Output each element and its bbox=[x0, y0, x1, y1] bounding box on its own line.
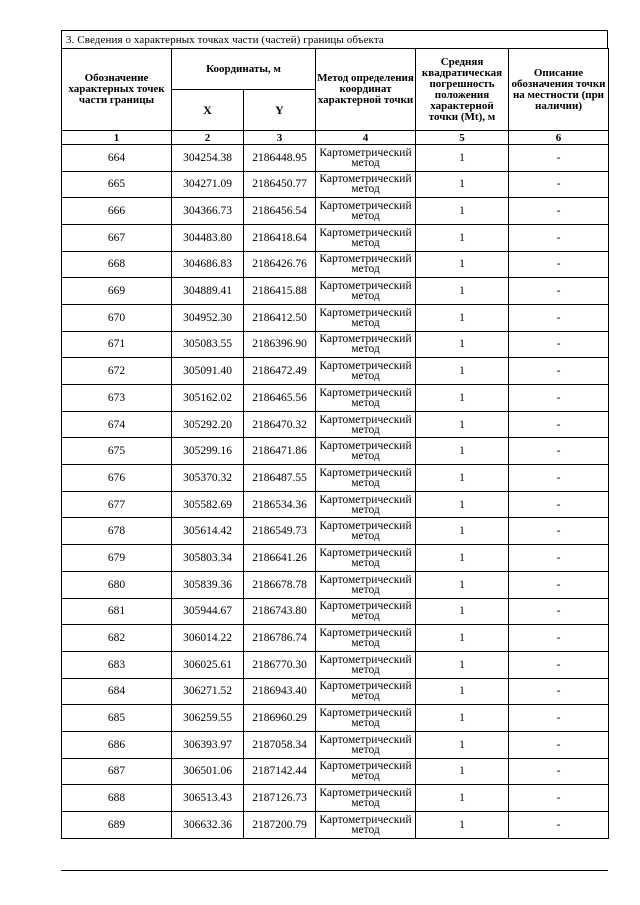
description-cell: - bbox=[509, 331, 609, 358]
table-row bbox=[62, 411, 609, 438]
method-cell: Картометрический метод bbox=[316, 625, 416, 652]
description-cell: - bbox=[509, 651, 609, 678]
y-coordinate-cell: 2186471.86 bbox=[244, 438, 316, 465]
accuracy-cell: 1 bbox=[416, 465, 509, 492]
y-coordinate-cell: 2186426.76 bbox=[244, 251, 316, 278]
method-cell: Картометрический метод bbox=[316, 465, 416, 492]
x-coordinate-cell: 306393.97 bbox=[172, 731, 244, 758]
description-cell: - bbox=[509, 465, 609, 492]
method-cell: Картометрический метод bbox=[316, 198, 416, 225]
y-coordinate-cell: 2186960.29 bbox=[244, 705, 316, 732]
y-coordinate-cell: 2186641.26 bbox=[244, 545, 316, 572]
accuracy-cell: 1 bbox=[416, 625, 509, 652]
y-coordinate-cell: 2186487.55 bbox=[244, 465, 316, 492]
accuracy-cell: 1 bbox=[416, 385, 509, 412]
method-cell: Картометрический метод bbox=[316, 304, 416, 331]
y-coordinate-cell: 2186549.73 bbox=[244, 518, 316, 545]
table-row bbox=[62, 545, 609, 572]
accuracy-cell: 1 bbox=[416, 198, 509, 225]
description-cell: - bbox=[509, 358, 609, 385]
point-cell: 688 bbox=[62, 785, 172, 812]
x-coordinate-cell: 305839.36 bbox=[172, 571, 244, 598]
point-cell: 679 bbox=[62, 545, 172, 572]
x-coordinate-cell: 304686.83 bbox=[172, 251, 244, 278]
y-coordinate-cell: 2186456.54 bbox=[244, 198, 316, 225]
accuracy-cell: 1 bbox=[416, 145, 509, 172]
header-coordinates: Координаты, м bbox=[172, 49, 316, 90]
point-cell: 686 bbox=[62, 731, 172, 758]
description-cell: - bbox=[509, 411, 609, 438]
method-cell: Картометрический метод bbox=[316, 518, 416, 545]
y-coordinate-cell: 2186450.77 bbox=[244, 171, 316, 198]
y-coordinate-cell: 2186472.49 bbox=[244, 358, 316, 385]
x-coordinate-cell: 305292.20 bbox=[172, 411, 244, 438]
table-row bbox=[62, 758, 609, 785]
table-row bbox=[62, 438, 609, 465]
x-coordinate-cell: 306632.36 bbox=[172, 812, 244, 839]
table-body bbox=[62, 145, 609, 839]
method-cell: Картометрический метод bbox=[316, 491, 416, 518]
description-cell: - bbox=[509, 545, 609, 572]
x-coordinate-cell: 304952.30 bbox=[172, 304, 244, 331]
method-cell: Картометрический метод bbox=[316, 224, 416, 251]
header-y: Y bbox=[244, 90, 316, 131]
section-title: 3. Сведения о характерных точках части (частей) границы объекта bbox=[61, 30, 608, 48]
description-cell: - bbox=[509, 571, 609, 598]
column-number: 1 bbox=[62, 131, 172, 145]
table-row bbox=[62, 171, 609, 198]
method-cell: Картометрический метод bbox=[316, 731, 416, 758]
x-coordinate-cell: 304889.41 bbox=[172, 278, 244, 305]
method-cell: Картометрический метод bbox=[316, 331, 416, 358]
point-cell: 674 bbox=[62, 411, 172, 438]
accuracy-cell: 1 bbox=[416, 171, 509, 198]
x-coordinate-cell: 305582.69 bbox=[172, 491, 244, 518]
column-number: 5 bbox=[416, 131, 509, 145]
y-coordinate-cell: 2186770.30 bbox=[244, 651, 316, 678]
accuracy-cell: 1 bbox=[416, 758, 509, 785]
x-coordinate-cell: 304483.80 bbox=[172, 224, 244, 251]
accuracy-cell: 1 bbox=[416, 731, 509, 758]
x-coordinate-cell: 305162.02 bbox=[172, 385, 244, 412]
x-coordinate-cell: 306014.22 bbox=[172, 625, 244, 652]
point-cell: 689 bbox=[62, 812, 172, 839]
accuracy-cell: 1 bbox=[416, 705, 509, 732]
method-cell: Картометрический метод bbox=[316, 812, 416, 839]
y-coordinate-cell: 2186465.56 bbox=[244, 385, 316, 412]
method-cell: Картометрический метод bbox=[316, 411, 416, 438]
description-cell: - bbox=[509, 731, 609, 758]
accuracy-cell: 1 bbox=[416, 812, 509, 839]
boundary-points-document bbox=[61, 30, 608, 839]
point-cell: 676 bbox=[62, 465, 172, 492]
point-cell: 668 bbox=[62, 251, 172, 278]
accuracy-cell: 1 bbox=[416, 678, 509, 705]
table-row bbox=[62, 224, 609, 251]
point-cell: 675 bbox=[62, 438, 172, 465]
column-number: 6 bbox=[509, 131, 609, 145]
point-cell: 673 bbox=[62, 385, 172, 412]
accuracy-cell: 1 bbox=[416, 571, 509, 598]
method-cell: Картометрический метод bbox=[316, 571, 416, 598]
description-cell: - bbox=[509, 278, 609, 305]
y-coordinate-cell: 2186943.40 bbox=[244, 678, 316, 705]
table-row bbox=[62, 145, 609, 172]
table-row bbox=[62, 331, 609, 358]
x-coordinate-cell: 306271.52 bbox=[172, 678, 244, 705]
header-accuracy: Средняя квадратическая погрешность положения характерной точки (Mt), м bbox=[416, 49, 509, 131]
table-row bbox=[62, 385, 609, 412]
description-cell: - bbox=[509, 705, 609, 732]
point-cell: 677 bbox=[62, 491, 172, 518]
method-cell: Картометрический метод bbox=[316, 785, 416, 812]
y-coordinate-cell: 2186448.95 bbox=[244, 145, 316, 172]
point-cell: 670 bbox=[62, 304, 172, 331]
x-coordinate-cell: 306259.55 bbox=[172, 705, 244, 732]
method-cell: Картометрический метод bbox=[316, 651, 416, 678]
table-row bbox=[62, 491, 609, 518]
point-cell: 666 bbox=[62, 198, 172, 225]
point-cell: 667 bbox=[62, 224, 172, 251]
description-cell: - bbox=[509, 518, 609, 545]
x-coordinate-cell: 305299.16 bbox=[172, 438, 244, 465]
method-cell: Картометрический метод bbox=[316, 438, 416, 465]
y-coordinate-cell: 2186786.74 bbox=[244, 625, 316, 652]
method-cell: Картометрический метод bbox=[316, 385, 416, 412]
x-coordinate-cell: 306025.61 bbox=[172, 651, 244, 678]
table-row bbox=[62, 812, 609, 839]
method-cell: Картометрический метод bbox=[316, 705, 416, 732]
description-cell: - bbox=[509, 224, 609, 251]
point-cell: 682 bbox=[62, 625, 172, 652]
header-method: Метод определения координат характерной точки bbox=[316, 49, 416, 131]
y-coordinate-cell: 2187126.73 bbox=[244, 785, 316, 812]
description-cell: - bbox=[509, 304, 609, 331]
column-number: 2 bbox=[172, 131, 244, 145]
boundary-points-table bbox=[61, 48, 609, 839]
x-coordinate-cell: 305803.34 bbox=[172, 545, 244, 572]
x-coordinate-cell: 305614.42 bbox=[172, 518, 244, 545]
description-cell: - bbox=[509, 171, 609, 198]
description-cell: - bbox=[509, 758, 609, 785]
y-coordinate-cell: 2186470.32 bbox=[244, 411, 316, 438]
accuracy-cell: 1 bbox=[416, 518, 509, 545]
table-row bbox=[62, 571, 609, 598]
table-row bbox=[62, 465, 609, 492]
accuracy-cell: 1 bbox=[416, 251, 509, 278]
accuracy-cell: 1 bbox=[416, 358, 509, 385]
description-cell: - bbox=[509, 438, 609, 465]
point-cell: 685 bbox=[62, 705, 172, 732]
x-coordinate-cell: 305091.40 bbox=[172, 358, 244, 385]
accuracy-cell: 1 bbox=[416, 411, 509, 438]
description-cell: - bbox=[509, 385, 609, 412]
description-cell: - bbox=[509, 198, 609, 225]
header-x: X bbox=[172, 90, 244, 131]
table-row bbox=[62, 678, 609, 705]
accuracy-cell: 1 bbox=[416, 651, 509, 678]
method-cell: Картометрический метод bbox=[316, 171, 416, 198]
table-row bbox=[62, 625, 609, 652]
x-coordinate-cell: 305370.32 bbox=[172, 465, 244, 492]
point-cell: 683 bbox=[62, 651, 172, 678]
description-cell: - bbox=[509, 491, 609, 518]
y-coordinate-cell: 2186743.80 bbox=[244, 598, 316, 625]
method-cell: Картометрический метод bbox=[316, 251, 416, 278]
point-cell: 680 bbox=[62, 571, 172, 598]
x-coordinate-cell: 304254.38 bbox=[172, 145, 244, 172]
y-coordinate-cell: 2186678.78 bbox=[244, 571, 316, 598]
description-cell: - bbox=[509, 812, 609, 839]
point-cell: 678 bbox=[62, 518, 172, 545]
description-cell: - bbox=[509, 145, 609, 172]
y-coordinate-cell: 2186412.50 bbox=[244, 304, 316, 331]
x-coordinate-cell: 305944.67 bbox=[172, 598, 244, 625]
accuracy-cell: 1 bbox=[416, 491, 509, 518]
table-row bbox=[62, 705, 609, 732]
table-row bbox=[62, 651, 609, 678]
point-cell: 684 bbox=[62, 678, 172, 705]
description-cell: - bbox=[509, 678, 609, 705]
method-cell: Картометрический метод bbox=[316, 358, 416, 385]
accuracy-cell: 1 bbox=[416, 304, 509, 331]
column-number: 4 bbox=[316, 131, 416, 145]
header-description: Описание обозначения точки на местности (при наличии) bbox=[509, 49, 609, 131]
footer-divider bbox=[61, 870, 608, 871]
table-row bbox=[62, 518, 609, 545]
y-coordinate-cell: 2186415.88 bbox=[244, 278, 316, 305]
accuracy-cell: 1 bbox=[416, 545, 509, 572]
description-cell: - bbox=[509, 251, 609, 278]
accuracy-cell: 1 bbox=[416, 785, 509, 812]
method-cell: Картометрический метод bbox=[316, 145, 416, 172]
table-row bbox=[62, 598, 609, 625]
y-coordinate-cell: 2187142.44 bbox=[244, 758, 316, 785]
x-coordinate-cell: 304366.73 bbox=[172, 198, 244, 225]
accuracy-cell: 1 bbox=[416, 278, 509, 305]
table-row bbox=[62, 785, 609, 812]
point-cell: 664 bbox=[62, 145, 172, 172]
column-number: 3 bbox=[244, 131, 316, 145]
table-row bbox=[62, 278, 609, 305]
point-cell: 671 bbox=[62, 331, 172, 358]
table-row bbox=[62, 251, 609, 278]
table-row bbox=[62, 198, 609, 225]
description-cell: - bbox=[509, 785, 609, 812]
point-cell: 681 bbox=[62, 598, 172, 625]
x-coordinate-cell: 304271.09 bbox=[172, 171, 244, 198]
method-cell: Картометрический метод bbox=[316, 598, 416, 625]
x-coordinate-cell: 306513.43 bbox=[172, 785, 244, 812]
table-row bbox=[62, 358, 609, 385]
accuracy-cell: 1 bbox=[416, 598, 509, 625]
x-coordinate-cell: 306501.06 bbox=[172, 758, 244, 785]
description-cell: - bbox=[509, 625, 609, 652]
y-coordinate-cell: 2186534.36 bbox=[244, 491, 316, 518]
method-cell: Картометрический метод bbox=[316, 545, 416, 572]
method-cell: Картометрический метод bbox=[316, 758, 416, 785]
point-cell: 672 bbox=[62, 358, 172, 385]
method-cell: Картометрический метод bbox=[316, 278, 416, 305]
x-coordinate-cell: 305083.55 bbox=[172, 331, 244, 358]
point-cell: 665 bbox=[62, 171, 172, 198]
accuracy-cell: 1 bbox=[416, 438, 509, 465]
y-coordinate-cell: 2187058.34 bbox=[244, 731, 316, 758]
y-coordinate-cell: 2186418.64 bbox=[244, 224, 316, 251]
accuracy-cell: 1 bbox=[416, 331, 509, 358]
y-coordinate-cell: 2187200.79 bbox=[244, 812, 316, 839]
point-cell: 687 bbox=[62, 758, 172, 785]
table-row bbox=[62, 731, 609, 758]
description-cell: - bbox=[509, 598, 609, 625]
header-designation: Обозначение характерных точек части границы bbox=[62, 49, 172, 131]
table-row bbox=[62, 304, 609, 331]
accuracy-cell: 1 bbox=[416, 224, 509, 251]
method-cell: Картометрический метод bbox=[316, 678, 416, 705]
point-cell: 669 bbox=[62, 278, 172, 305]
y-coordinate-cell: 2186396.90 bbox=[244, 331, 316, 358]
